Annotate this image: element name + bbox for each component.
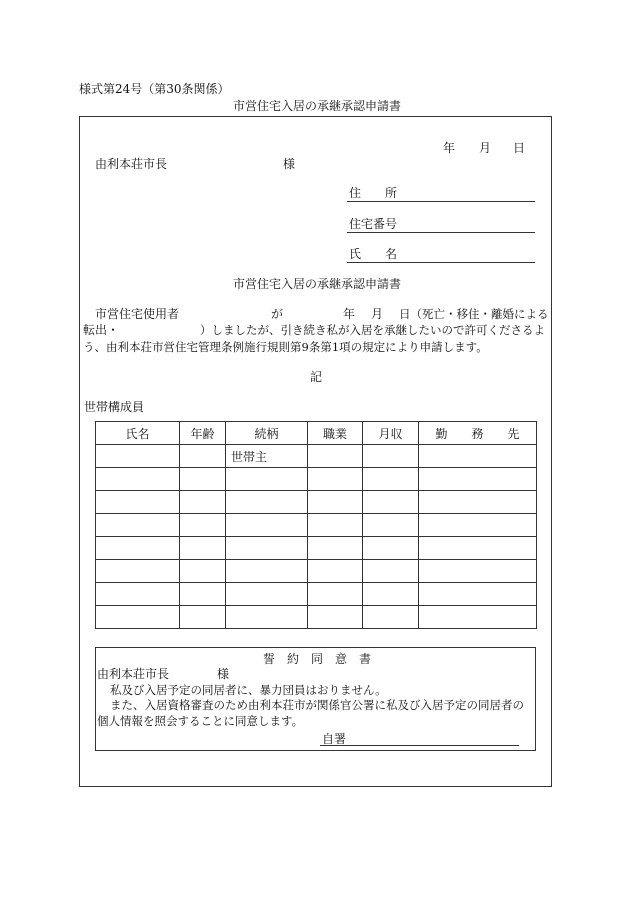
body-ga: が: [271, 307, 284, 321]
body-line2: ）しましたが、引き続き私が入居を承継したいので許可くださるよ: [200, 323, 545, 337]
household-label: 世帯構成員: [84, 400, 145, 414]
table-cell[interactable]: [226, 514, 308, 537]
table-cell[interactable]: [308, 583, 363, 606]
date-month: 月: [479, 141, 492, 155]
date-day: 日: [513, 141, 526, 155]
table-row: [96, 537, 537, 560]
table-cell[interactable]: [419, 583, 537, 606]
household-members-table: [95, 421, 537, 629]
form-number: 様式第24号（第30条関係）: [79, 82, 230, 96]
table-cell[interactable]: 世帯主: [226, 445, 308, 468]
pledge-line2: また、入居資格審査のため由利本荘市が関係官公署に私及び入居予定の同居者の: [110, 698, 524, 712]
date-year: 年: [443, 141, 456, 155]
col-age: 年齢: [180, 422, 226, 445]
table-cell[interactable]: [308, 537, 363, 560]
table-row: [96, 468, 537, 491]
table-cell[interactable]: [419, 491, 537, 514]
table-cell[interactable]: [419, 560, 537, 583]
addressee-honorific: 様: [283, 157, 296, 171]
table-row: [96, 560, 537, 583]
table-cell[interactable]: [363, 491, 419, 514]
table-cell[interactable]: [96, 468, 180, 491]
addressee-mayor: 由利本荘市長: [95, 157, 168, 171]
table-cell[interactable]: [180, 583, 226, 606]
col-relation: 続柄: [226, 422, 308, 445]
table-row: [96, 606, 537, 629]
pledge-line3: 個人情報を照会することに同意します。: [97, 714, 304, 728]
table-cell[interactable]: [96, 606, 180, 629]
table-cell[interactable]: [180, 514, 226, 537]
table-cell[interactable]: [226, 606, 308, 629]
pledge-line1: 私及び入居予定の同居者に、暴力団員はおりません。: [110, 683, 387, 697]
pledge-mayor: 由利本荘市長: [97, 667, 170, 681]
body-line3: う、由利本荘市営住宅管理条例施行規則第9条第1項の規定により申請します。: [83, 340, 488, 354]
table-cell[interactable]: [180, 537, 226, 560]
table-cell[interactable]: [226, 491, 308, 514]
table-cell[interactable]: [308, 445, 363, 468]
table-cell[interactable]: [419, 606, 537, 629]
table-cell[interactable]: [363, 514, 419, 537]
body-user: 市営住宅使用者: [95, 307, 180, 321]
table-cell[interactable]: [96, 583, 180, 606]
body-reason: 日（死亡・移住・離婚による: [399, 307, 549, 321]
table-cell[interactable]: [419, 445, 537, 468]
table-row: [96, 491, 537, 514]
table-cell[interactable]: [363, 583, 419, 606]
col-income: 月収: [363, 422, 419, 445]
table-cell[interactable]: [419, 537, 537, 560]
table-row: [96, 445, 537, 468]
table-cell[interactable]: [96, 491, 180, 514]
table-row: [96, 514, 537, 537]
body-move-out: 転出・: [83, 323, 120, 337]
table-cell[interactable]: [226, 537, 308, 560]
address-label: 住 所: [349, 186, 398, 200]
table-cell[interactable]: [180, 491, 226, 514]
table-cell[interactable]: [180, 560, 226, 583]
name-label: 氏 名: [349, 247, 398, 261]
pledge-honorific: 様: [217, 667, 230, 681]
table-cell[interactable]: [363, 606, 419, 629]
body-year: 年: [343, 307, 356, 321]
table-cell[interactable]: [180, 468, 226, 491]
col-name: 氏名: [96, 422, 180, 445]
name-field[interactable]: [347, 262, 535, 263]
table-cell[interactable]: [308, 468, 363, 491]
table-cell[interactable]: [419, 514, 537, 537]
table-cell[interactable]: [180, 445, 226, 468]
table-cell[interactable]: [308, 514, 363, 537]
house-number-label: 住宅番号: [349, 217, 398, 231]
col-workplace: 勤 務 先: [419, 422, 537, 445]
table-cell[interactable]: [308, 606, 363, 629]
table-cell[interactable]: [419, 468, 537, 491]
document-title: 市営住宅入居の承継承認申請書: [233, 99, 402, 113]
col-occupation: 職業: [308, 422, 363, 445]
table-cell[interactable]: [363, 560, 419, 583]
body-month: 月: [371, 307, 384, 321]
table-cell[interactable]: [226, 468, 308, 491]
table-cell[interactable]: [363, 537, 419, 560]
table-header-row: [96, 422, 537, 445]
inner-title: 市営住宅入居の承継承認申請書: [233, 277, 402, 291]
ki-mark: 記: [310, 370, 323, 384]
table-cell[interactable]: [226, 583, 308, 606]
table-cell[interactable]: [308, 560, 363, 583]
signature-label: 自署: [322, 732, 347, 746]
table-cell[interactable]: [226, 560, 308, 583]
table-cell[interactable]: [96, 560, 180, 583]
table-cell[interactable]: [363, 445, 419, 468]
table-cell[interactable]: [96, 514, 180, 537]
table-cell[interactable]: [363, 468, 419, 491]
table-cell[interactable]: [308, 491, 363, 514]
table-row: [96, 583, 537, 606]
table-cell[interactable]: [96, 537, 180, 560]
pledge-title: 誓 約 同 意 書: [263, 652, 372, 666]
signature-field[interactable]: [320, 745, 519, 746]
address-field[interactable]: [347, 201, 535, 202]
house-number-field[interactable]: [347, 232, 535, 233]
table-cell[interactable]: [180, 606, 226, 629]
table-cell[interactable]: [96, 445, 180, 468]
